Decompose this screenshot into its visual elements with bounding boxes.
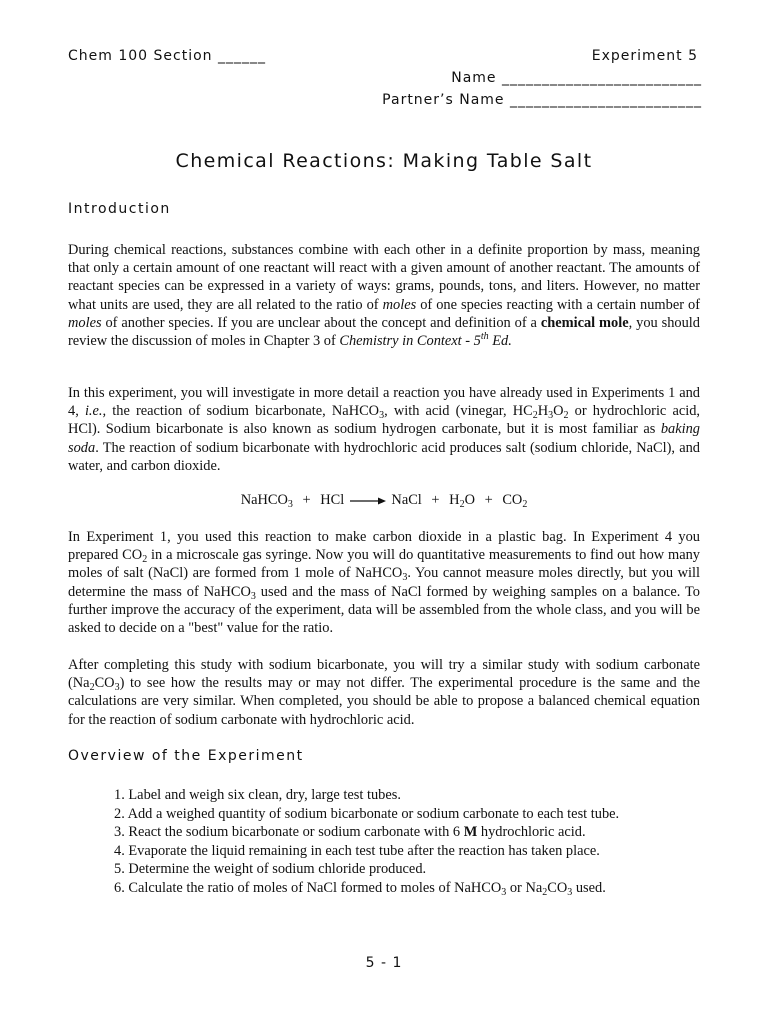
- plus-sign: +: [302, 492, 311, 508]
- intro-paragraph-3: [68, 528, 700, 637]
- subscript: 2: [142, 554, 148, 566]
- product-1: NaCl: [391, 492, 422, 508]
- text: hydrochloric acid.: [477, 824, 586, 841]
- text: 3. React the sodium bicarbonate or sodium carbonate with 6: [114, 824, 464, 841]
- introduction-heading: Introduction: [68, 201, 171, 217]
- subscript: 3: [114, 682, 120, 694]
- text: of another species. If you are unclear about the concept and definition of a: [101, 314, 541, 331]
- text: used.: [572, 879, 606, 896]
- text: used and the mass of NaCl formed by weighing samples on a balance. To further improve the accuracy of the experiment, data will be assembled from the whole class, and you will be asked to decide on a "best" value for the ratio.: [68, 583, 700, 637]
- text: , with acid (vinegar, HC: [384, 403, 533, 420]
- list-item: 5. Determine the weight of sodium chloride produced.: [114, 861, 427, 878]
- text: ) to see how the results may or may not differ. The experimental procedure is the same and the calculations are very similar. When completed, you should be able to propose a balanced chemical equation for the reaction of sodium carbonate with hydrochloric acid.: [68, 675, 700, 728]
- list-item: [114, 879, 619, 898]
- text: the reaction of sodium bicarbonate, NaHCO: [106, 403, 380, 420]
- document-title: Chemical Reactions: Making Table Salt: [175, 150, 593, 172]
- text: . The reaction of sodium bicarbonate with hydrochloric acid produces salt (sodium chloride, NaCl), and water, and carbon dioxide.: [68, 439, 700, 474]
- partner-name-line: Partner’s Name ________________________: [382, 92, 702, 108]
- experiment-number: Experiment 5: [591, 48, 698, 64]
- subscript: 3: [379, 410, 385, 422]
- subscript: 3: [287, 499, 293, 510]
- reactant-1: NaHCO: [240, 492, 288, 508]
- reaction-arrow-icon: [350, 496, 386, 506]
- text: CO: [547, 879, 568, 896]
- intro-paragraph-4: [68, 656, 700, 729]
- text: , you should review the discussion of moles in Chapter 3 of: [68, 314, 700, 350]
- overview-heading: Overview of the Experiment: [68, 748, 304, 764]
- page-number: 5 - 1: [365, 955, 403, 971]
- text: . You cannot measure moles directly, but you will determine the mass of NaHCO: [68, 565, 700, 600]
- list-item: 2. Add a weighed quantity of sodium bicarbonate or sodium carbonate to each test tube.: [114, 805, 620, 822]
- book-title-text: Chemistry in Context - 5: [339, 333, 481, 350]
- text: O: [553, 403, 564, 420]
- list-item: [114, 823, 619, 842]
- text: In this experiment, you will investigate in more detail a reaction you have already used in Experiments 1 and 4,: [68, 385, 700, 420]
- plus-sign: +: [484, 492, 493, 508]
- intro-paragraph-1: [68, 241, 700, 350]
- subscript: 3: [567, 886, 573, 898]
- list-item: 1. Label and weigh six clean, dry, large test tubes.: [114, 787, 401, 803]
- subscript: 2: [522, 499, 528, 510]
- subscript: 2: [563, 410, 569, 422]
- product-2: H: [449, 492, 460, 508]
- subscript: 2: [459, 499, 465, 510]
- subscript: 3: [548, 410, 554, 422]
- procedure-steps-list: [114, 786, 619, 898]
- molarity-unit: M: [463, 824, 478, 841]
- book-title: [339, 333, 511, 349]
- ie-emphasis: i.e.,: [84, 403, 107, 420]
- reactant-2: HCl: [320, 492, 345, 508]
- course-section-label: Chem 100 Section ______: [68, 48, 266, 64]
- text: During chemical reactions, substances combine with each other in a definite proportion by mass, meaning that only a certain amount of one reactant will react with a given amount of another reactant. The amounts of reactant species can be expressed in a variety of ways: grams, pounds, tons, and liters. However, no matter what units are used, they are all related to the ratio of: [68, 242, 700, 313]
- subscript: 2: [89, 682, 95, 694]
- reaction-equation: [0, 492, 768, 509]
- text: in a microscale gas syringe. Now you will do quantitative measurements to find out how many moles of salt (NaCl) are formed from 1 mole of NaHCO: [68, 547, 701, 582]
- text: or hydrochloric acid, HCl). Sodium bicarbonate is also known as sodium hydrogen carbonate, but it is most familiar as: [68, 403, 701, 438]
- subscript: 3: [250, 590, 256, 602]
- text: or Na: [506, 879, 543, 896]
- plus-sign: +: [431, 492, 440, 508]
- list-item: 4. Evaporate the liquid remaining in each test tube after the reaction has taken place.: [114, 842, 600, 859]
- subscript: 2: [542, 886, 548, 898]
- text: 6. Calculate the ratio of moles of NaCl formed to moles of NaHCO: [114, 879, 502, 896]
- intro-paragraph-2: [68, 384, 700, 475]
- book-edition: Ed.: [492, 333, 512, 350]
- name-line: Name _________________________: [451, 70, 702, 86]
- superscript: th: [480, 331, 489, 343]
- baking-soda-emphasis: baking soda: [68, 421, 700, 456]
- text: After completing this study with sodium bicarbonate, you will try a similar study with sodium carbonate (Na: [68, 657, 700, 692]
- text: H: [537, 403, 549, 420]
- text: In Experiment 1, you used this reaction to make carbon dioxide in a plastic bag. In Experiment 4 you prepared CO: [68, 529, 700, 564]
- product-2-end: O: [464, 492, 475, 508]
- text: CO: [94, 675, 115, 692]
- subscript: 3: [501, 886, 507, 898]
- product-3: CO: [502, 492, 523, 508]
- moles-emphasis: moles: [382, 296, 417, 313]
- subscript: 2: [532, 410, 538, 422]
- text: of one species reacting with a certain number of: [416, 296, 700, 313]
- moles-emphasis: moles: [68, 314, 102, 331]
- chemical-mole-term: chemical mole: [540, 314, 629, 331]
- subscript: 3: [402, 572, 408, 584]
